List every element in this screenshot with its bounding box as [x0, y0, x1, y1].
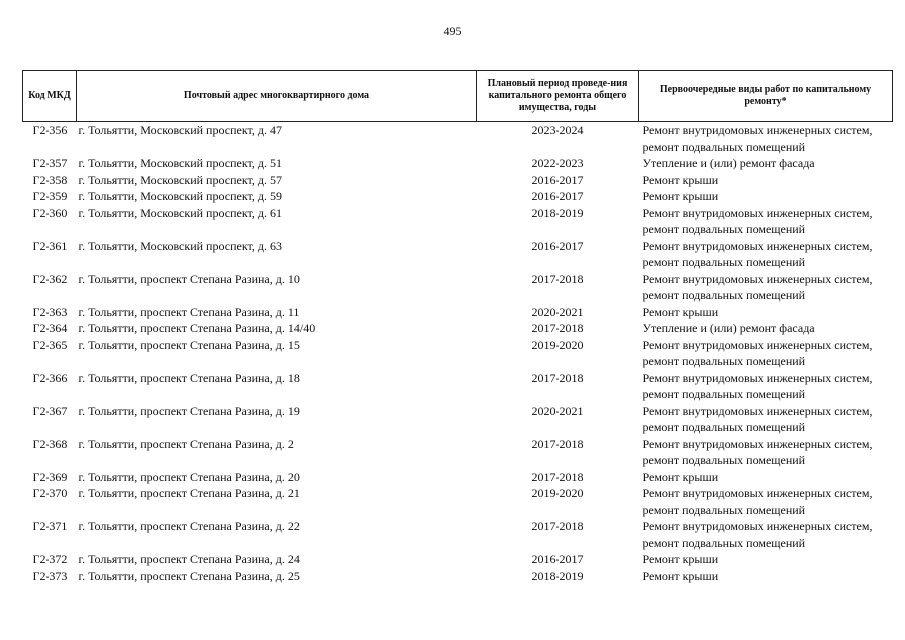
- cell-works: [639, 518, 893, 551]
- cell-code: Г2-362: [32, 271, 68, 286]
- cell-code: Г2-370: [32, 486, 68, 500]
- cell-works: [639, 172, 893, 189]
- cell-code: Г2-369: [32, 469, 68, 484]
- cell-address: г. Тольятти, Московский проспект, д. 59: [78, 189, 282, 203]
- cell-code: Г2-368: [32, 436, 68, 451]
- cell-works: [639, 155, 893, 172]
- table-row: [23, 485, 893, 518]
- table-header: [23, 71, 893, 122]
- work-line: Ремонт внутридомовых инженерных систем,: [642, 436, 873, 451]
- cell-address: г. Тольятти, проспект Степана Разина, д. 19: [78, 403, 300, 418]
- work-line: ремонт подвальных помещений: [642, 453, 806, 467]
- cell-works: [639, 271, 893, 304]
- work-line: Ремонт внутридомовых инженерных систем,: [642, 123, 873, 137]
- work-line: Ремонт крыши: [642, 172, 719, 187]
- cell-address: г. Тольятти, проспект Степана Разина, д. 24: [78, 552, 300, 566]
- table-row: [23, 271, 893, 304]
- cell-works: [639, 337, 893, 370]
- work-line: ремонт подвальных помещений: [642, 139, 806, 154]
- cell-address: г. Тольятти, проспект Степана Разина, д. 18: [78, 370, 300, 385]
- cell-address: г. Тольятти, Московский проспект, д. 61: [78, 205, 282, 220]
- work-line: ремонт подвальных помещений: [642, 420, 806, 434]
- cell-address: г. Тольятти, проспект Степана Разина, д. 21: [78, 486, 300, 500]
- cell-period: 2016-2017: [531, 238, 584, 253]
- cell-address: г. Тольятти, Московский проспект, д. 63: [78, 238, 282, 253]
- work-line: ремонт подвальных помещений: [642, 255, 806, 269]
- header-address: Почтовый адрес многоквартирного дома: [77, 71, 477, 122]
- work-line: ремонт подвальных помещений: [642, 354, 806, 368]
- table-row: [23, 337, 893, 370]
- cell-period: 2020-2021: [531, 403, 584, 418]
- cell-address: г. Тольятти, проспект Степана Разина, д. 22: [78, 519, 300, 533]
- table-row: [23, 122, 893, 156]
- cell-period: 2016-2017: [531, 552, 584, 566]
- cell-period: 2023-2024: [531, 123, 584, 137]
- work-line: Ремонт крыши: [642, 552, 719, 566]
- cell-code: Г2-356: [32, 123, 68, 137]
- cell-period: 2019-2020: [531, 337, 584, 352]
- table-row: [23, 403, 893, 436]
- cell-code: Г2-372: [32, 552, 68, 566]
- cell-code: Г2-364: [32, 321, 68, 335]
- cell-works: [639, 370, 893, 403]
- work-line: ремонт подвальных помещений: [642, 535, 806, 550]
- cell-works: [639, 469, 893, 486]
- cell-address: г. Тольятти, проспект Степана Разина, д. 10: [78, 271, 300, 286]
- cell-code: Г2-371: [32, 519, 68, 533]
- cell-works: [639, 436, 893, 469]
- cell-works: [639, 205, 893, 238]
- work-line: Ремонт внутридомовых инженерных систем,: [642, 238, 873, 253]
- cell-period: 2017-2018: [531, 321, 584, 335]
- cell-works: [639, 188, 893, 205]
- work-line: Ремонт внутридомовых инженерных систем,: [642, 205, 873, 220]
- cell-address: г. Тольятти, проспект Степана Разина, д. 11: [78, 304, 300, 319]
- cell-address: г. Тольятти, проспект Степана Разина, д. 20: [78, 469, 300, 484]
- cell-address: г. Тольятти, проспект Степана Разина, д. 14/40: [78, 321, 316, 335]
- work-line: Ремонт внутридомовых инженерных систем,: [642, 403, 873, 418]
- cell-period: 2016-2017: [531, 172, 584, 187]
- work-line: ремонт подвальных помещений: [642, 502, 806, 517]
- table-row: [23, 188, 893, 205]
- table-row: [23, 172, 893, 189]
- work-line: ремонт подвальных помещений: [642, 387, 806, 401]
- work-line: Ремонт внутридомовых инженерных систем,: [642, 271, 873, 286]
- cell-period: 2019-2020: [531, 486, 584, 500]
- cell-code: Г2-358: [32, 172, 68, 187]
- cell-works: [639, 568, 893, 585]
- cell-period: 2017-2018: [531, 469, 584, 484]
- work-line: Ремонт внутридомовых инженерных систем,: [642, 370, 873, 385]
- cell-address: г. Тольятти, проспект Степана Разина, д. 15: [78, 337, 300, 352]
- cell-works: [639, 485, 893, 518]
- cell-works: [639, 551, 893, 568]
- work-line: ремонт подвальных помещений: [642, 288, 806, 302]
- cell-code: Г2-361: [32, 238, 68, 253]
- work-line: Ремонт крыши: [642, 189, 719, 203]
- table-row: [23, 304, 893, 321]
- cell-code: Г2-366: [32, 370, 68, 385]
- cell-period: 2017-2018: [531, 370, 584, 385]
- cell-code: Г2-367: [32, 403, 68, 418]
- header-code: Код МКД: [23, 71, 77, 122]
- work-line: Ремонт крыши: [642, 304, 719, 319]
- cell-period: 2017-2018: [531, 519, 584, 533]
- cell-code: Г2-360: [32, 205, 68, 220]
- cell-works: [639, 320, 893, 337]
- table-row: [23, 568, 893, 585]
- cell-address: г. Тольятти, проспект Степана Разина, д. 2: [78, 436, 294, 451]
- table-row: [23, 155, 893, 172]
- table-row: [23, 238, 893, 271]
- table-row: [23, 370, 893, 403]
- header-works: Первоочередные виды работ по капитальному ремонту*: [639, 71, 893, 122]
- cell-works: [639, 238, 893, 271]
- cell-code: Г2-365: [32, 337, 68, 352]
- table-row: [23, 518, 893, 551]
- table-row: [23, 205, 893, 238]
- work-line: Ремонт крыши: [642, 568, 719, 583]
- cell-period: 2018-2019: [531, 568, 584, 583]
- cell-code: Г2-363: [32, 304, 68, 319]
- cell-code: Г2-357: [32, 156, 68, 170]
- cell-period: 2016-2017: [531, 189, 584, 203]
- cell-works: [639, 403, 893, 436]
- work-line: ремонт подвальных помещений: [642, 222, 806, 236]
- table-row: [23, 469, 893, 486]
- page-number: 495: [443, 24, 462, 38]
- table-row: [23, 436, 893, 469]
- table-row: [23, 551, 893, 568]
- cell-works: [639, 304, 893, 321]
- work-line: Ремонт крыши: [642, 469, 719, 484]
- cell-works: [639, 122, 893, 156]
- cell-code: Г2-359: [32, 189, 68, 203]
- cell-address: г. Тольятти, Московский проспект, д. 47: [78, 123, 282, 137]
- work-line: Утепление и (или) ремонт фасада: [642, 321, 815, 335]
- work-line: Ремонт внутридомовых инженерных систем,: [642, 337, 873, 352]
- table-body: [23, 122, 893, 585]
- cell-address: г. Тольятти, Московский проспект, д. 51: [78, 156, 282, 170]
- table-row: [23, 320, 893, 337]
- work-line: Утепление и (или) ремонт фасада: [642, 156, 815, 170]
- work-line: Ремонт внутридомовых инженерных систем,: [642, 519, 873, 533]
- work-line: Ремонт внутридомовых инженерных систем,: [642, 486, 873, 500]
- cell-code: Г2-373: [32, 568, 68, 583]
- cell-address: г. Тольятти, проспект Степана Разина, д. 25: [78, 568, 300, 583]
- cell-period: 2018-2019: [531, 205, 584, 220]
- cell-period: 2017-2018: [531, 271, 584, 286]
- housing-repair-table: [22, 70, 893, 584]
- cell-address: г. Тольятти, Московский проспект, д. 57: [78, 172, 282, 187]
- cell-period: 2020-2021: [531, 304, 584, 319]
- header-period: Плановый период проведе-ния капитального ремонта общего имущества, годы: [477, 71, 639, 122]
- cell-period: 2017-2018: [531, 436, 584, 451]
- cell-period: 2022-2023: [531, 156, 584, 170]
